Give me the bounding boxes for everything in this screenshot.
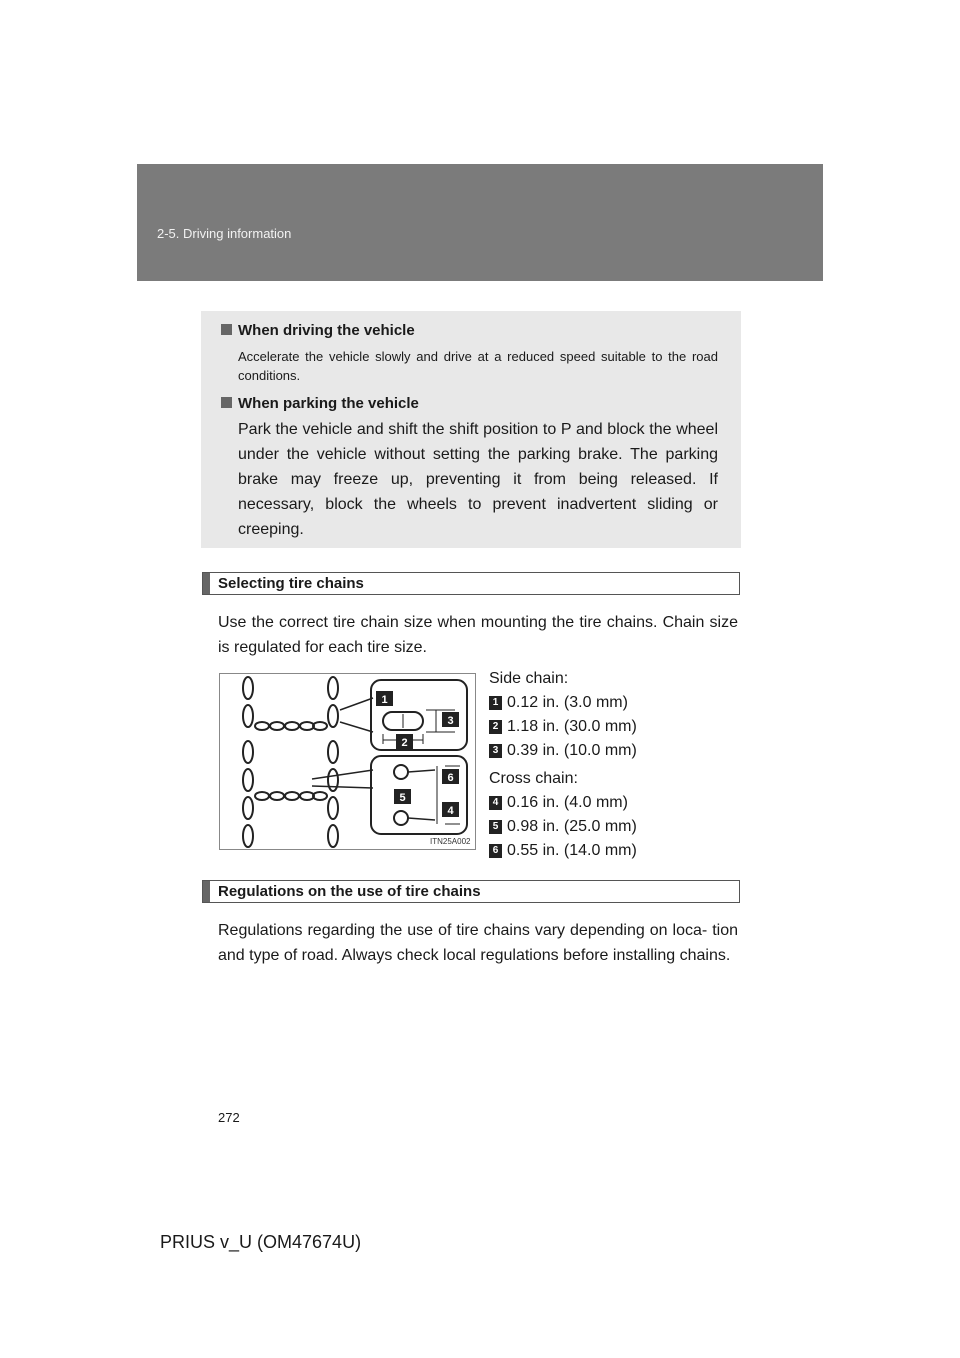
number-badge-icon: 2 bbox=[489, 720, 502, 734]
section-heading-tire-chains bbox=[202, 572, 740, 595]
footer-model: PRIUS v_U (OM47674U) bbox=[160, 1232, 362, 1252]
tire-chain-illustration bbox=[219, 673, 476, 850]
note-heading-parking: When parking the vehicle bbox=[221, 395, 419, 412]
chain-diagram-icon bbox=[220, 674, 475, 849]
square-bullet-icon bbox=[221, 397, 232, 408]
callout-5: 5 bbox=[399, 792, 406, 804]
spec-item: 5 0.98 in. (25.0 mm) bbox=[489, 815, 689, 839]
page-number: 272 bbox=[218, 1110, 240, 1125]
callout-6: 6 bbox=[447, 772, 454, 784]
callout-1: 1 bbox=[381, 694, 388, 706]
section-title: Selecting tire chains bbox=[218, 575, 364, 592]
header-band bbox=[137, 164, 823, 281]
cross-chain-label: Cross chain: bbox=[489, 770, 578, 787]
spec-item: 2 1.18 in. (30.0 mm) bbox=[489, 715, 689, 739]
section-body-tire-chains: Use the correct tire chain size when mounting the tire chains. Chain size is regulated for each tire size. bbox=[218, 614, 738, 656]
section-breadcrumb: 2-5. Driving information bbox=[157, 226, 292, 241]
callout-3: 3 bbox=[447, 715, 454, 727]
heading-tab-marker bbox=[203, 881, 210, 902]
section-body-regulations: Regulations regarding the use of tire chains vary depending on loca- tion and type of road. Always check local regulations before installing chains. bbox=[218, 922, 738, 964]
note-body-parking: Park the vehicle and shift the shift position to P and block the wheel under the vehicle without setting the parking brake. The parking brake may freeze up, preventing it from being released. If necessary, block the wheels to prevent inadvertent sliding or creeping. bbox=[238, 421, 718, 538]
callout-2: 2 bbox=[401, 737, 408, 749]
spec-item: 3 0.39 in. (10.0 mm) bbox=[489, 739, 689, 763]
spec-item: 4 0.16 in. (4.0 mm) bbox=[489, 791, 689, 815]
number-badge-icon: 1 bbox=[489, 696, 502, 710]
spec-item: 6 0.55 in. (14.0 mm) bbox=[489, 839, 689, 863]
number-badge-icon: 5 bbox=[489, 820, 502, 834]
number-badge-icon: 4 bbox=[489, 796, 502, 810]
square-bullet-icon bbox=[221, 324, 232, 335]
callout-4: 4 bbox=[447, 805, 454, 817]
number-badge-icon: 6 bbox=[489, 844, 502, 858]
number-badge-icon: 3 bbox=[489, 744, 502, 758]
note-box bbox=[201, 311, 741, 548]
side-chain-specs bbox=[489, 667, 689, 763]
figure-code: ITN25A002 bbox=[430, 837, 471, 846]
side-chain-label: Side chain: bbox=[489, 670, 569, 687]
section-title: Regulations on the use of tire chains bbox=[218, 883, 481, 900]
spec-item: 1 0.12 in. (3.0 mm) bbox=[489, 691, 689, 715]
note-heading-driving: When driving the vehicle bbox=[221, 322, 415, 339]
heading-tab-marker bbox=[203, 573, 210, 594]
section-heading-regulations bbox=[202, 880, 740, 903]
note-body-driving: Accelerate the vehicle slowly and drive at a reduced speed suitable to the road conditions. bbox=[238, 349, 718, 383]
cross-chain-specs bbox=[489, 767, 689, 863]
